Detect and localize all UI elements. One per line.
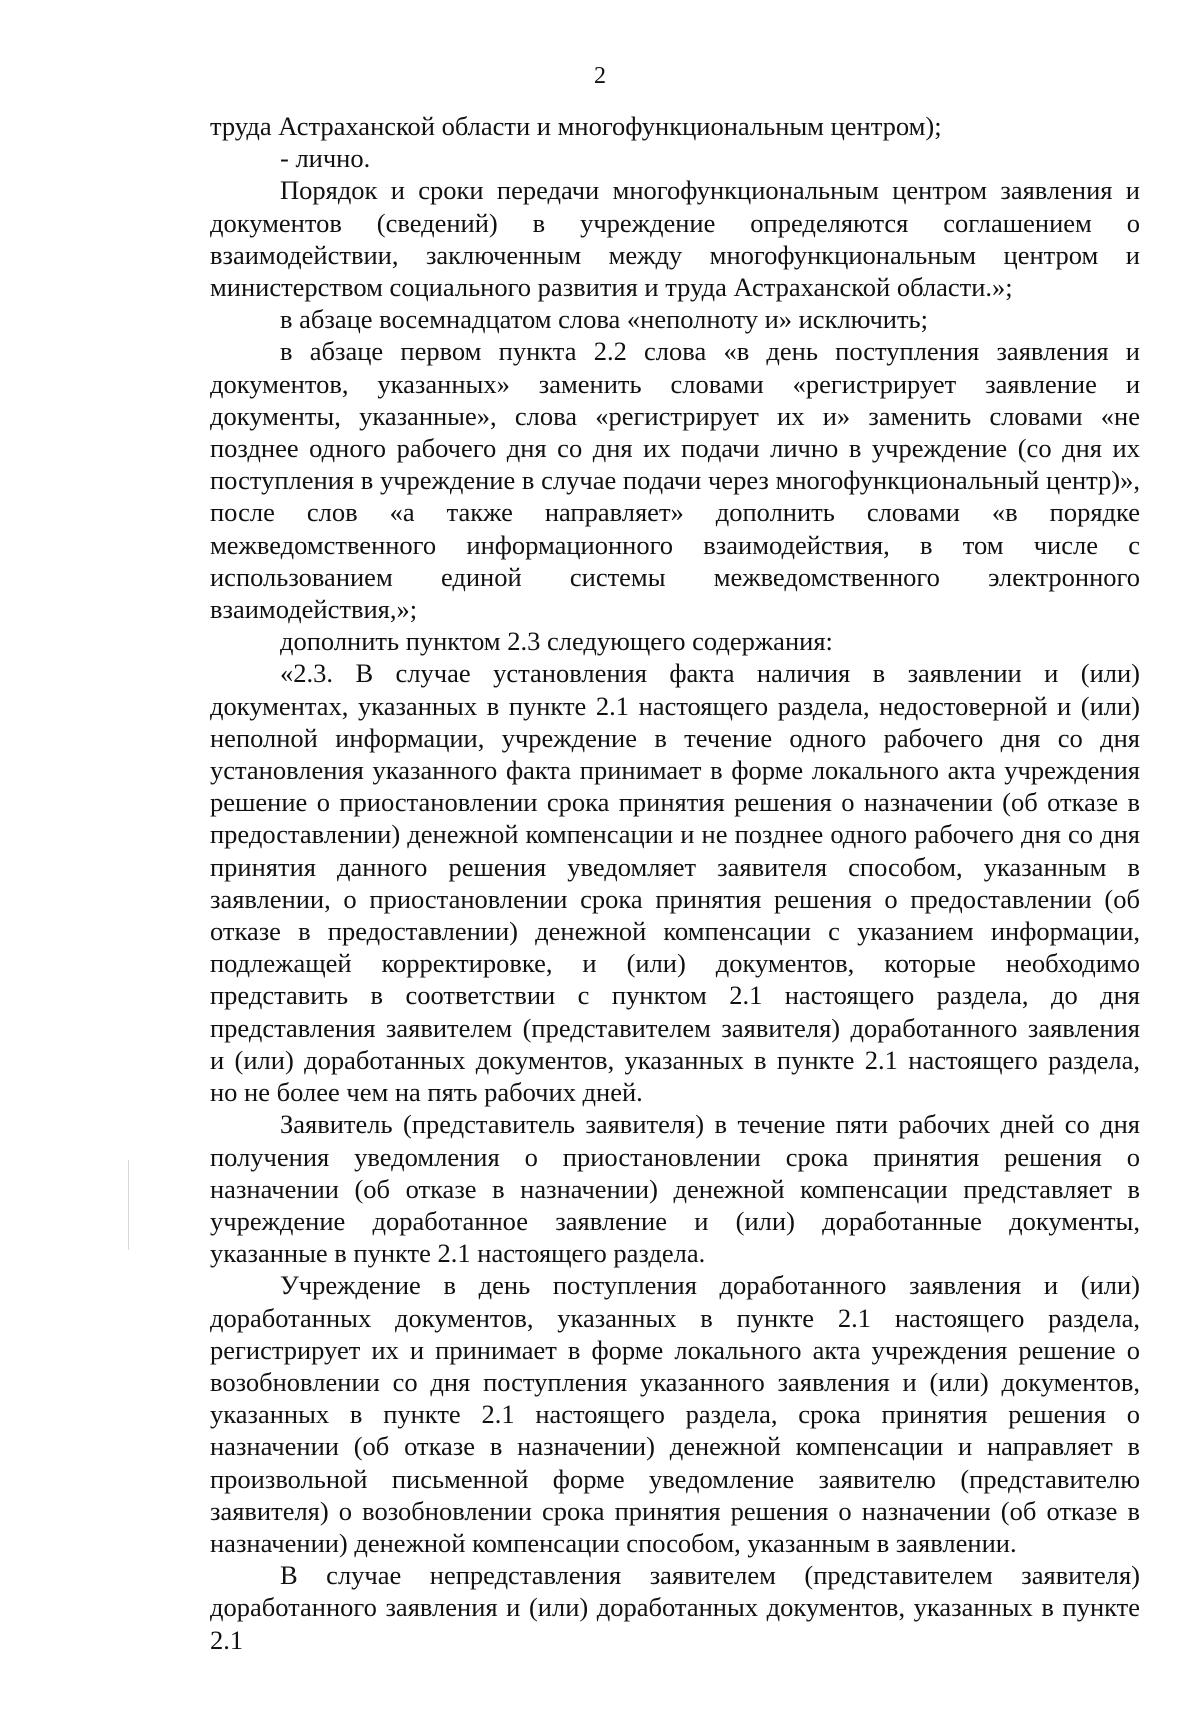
paragraph: дополнить пунктом 2.3 следующего содержания:	[280, 626, 833, 657]
page-number: 2	[594, 63, 606, 89]
paragraph: «2.3. В случае установления факта наличия в заявлении и (или) документах, указанных в пункте 2.1 настоящего раздела, недостоверной и (или) неполной информации, учреждение в течение одного рабочего дня со дня установления указанного факта принимает в форме локального акта учреждения решение о приостановлении срока принятия решения о назначении (об отказе в предоставлении) денежной компенсации и не позднее одного рабочего дня со дня принятия данного решения уведомляет заявителя способом, указанным в заявлении, о приостановлении срока принятия решения о предоставлении (об отказе в предоставлении) денежной компенсации с указанием информации, подлежащей корректировке, и (или) документов, которые необходимо представить в соответствии с пунктом 2.1 настоящего раздела, до дня представления заявителем (представителем заявителя) доработанного заявления и (или) доработанных документов, указанных в пункте 2.1 настоящего раздела, но не более чем на пять рабочих дней.	[210, 658, 1140, 1108]
paragraph: в абзаце первом пункта 2.2 слова «в день поступления заявления и документов, указанных» заменить словами «регистрирует заявление и документы, указанные», слова «регистрирует их и» заменить словами «не позднее одного рабочего дня со дня их подачи лично в учреждение (со дня их поступления в учреждение в случае подачи через многофункциональный центр)», после слов «а также направляет» дополнить словами «в порядке межведомственного информационного взаимодействия, в том числе с использованием единой системы межведомственного электронного взаимодействия,»;	[210, 336, 1140, 625]
paragraph: Заявитель (представитель заявителя) в течение пяти рабочих дней со дня получения уведомления о приостановлении срока принятия решения о назначении (об отказе в назначении) денежной компенсации представляет в учреждение доработанное заявление и (или) доработанные документы, указанные в пункте 2.1 настоящего раздела.	[210, 1109, 1140, 1269]
scan-artifact-line	[128, 1160, 129, 1250]
paragraph: Порядок и сроки передачи многофункциональным центром заявления и документов (сведений) в учреждение определяются соглашением о взаимодействии, заключенным между многофункциональным центром и министерством социального развития и труда Астраханской области.»;	[210, 175, 1140, 303]
paragraph: - лично.	[280, 143, 371, 174]
document-body	[210, 110, 1140, 1656]
paragraph: В случае непредставления заявителем (представителем заявителя) доработанного заявления и (или) доработанных документов, указанных в пункте 2.1	[210, 1560, 1140, 1655]
paragraph: в абзаце восемнадцатом слова «неполноту и» исключить;	[280, 304, 928, 335]
paragraph: труда Астраханской области и многофункциональным центром);	[210, 111, 942, 141]
paragraph: Учреждение в день поступления доработанного заявления и (или) доработанных документов, указанных в пункте 2.1 настоящего раздела, регистрирует их и принимает в форме локального акта учреждения решение о возобновлении со дня поступления указанного заявления и (или) документов, указанных в пункте 2.1 настоящего раздела, срока принятия решения о назначении (об отказе в назначении) денежной компенсации и направляет в произвольной письменной форме уведомление заявителю (представителю заявителя) о возобновлении срока принятия решения о назначении (об отказе в назначении) денежной компенсации способом, указанным в заявлении.	[210, 1270, 1140, 1558]
